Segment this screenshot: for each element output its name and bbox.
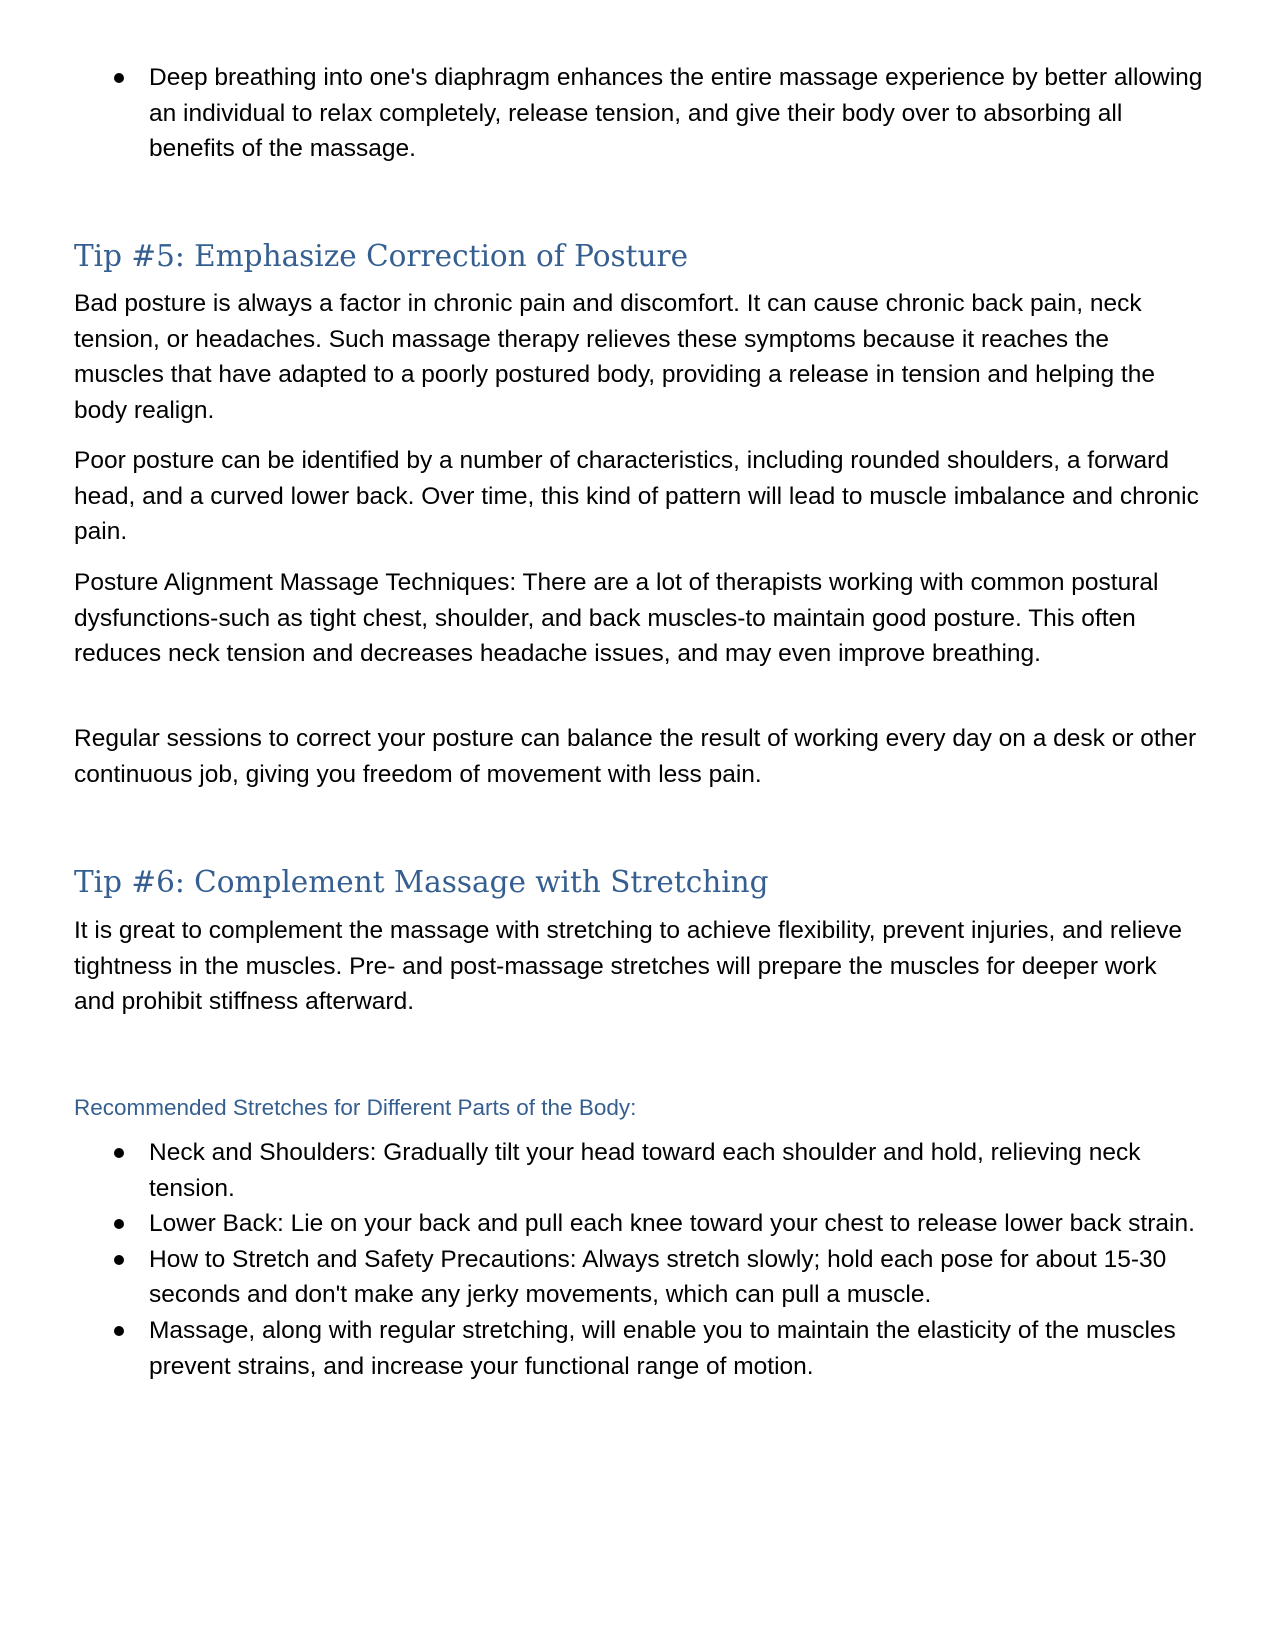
list-item <box>74 60 1214 167</box>
bullet-icon <box>114 1326 124 1336</box>
tip5-paragraph-3: Posture Alignment Massage Techniques: There are a lot of therapists working with common postural dysfunctions-such as tight chest, shoulder, and back muscles-to maintain good posture. This often reduces neck tension and decreases headache issues, and may even improve breathing. <box>74 569 1159 668</box>
bullet-text: Massage, along with regular stretching, will enable you to maintain the elasticity of the muscles prevent strains, and increase your functional range of motion. <box>149 1316 1176 1380</box>
bullet-text: Lower Back: Lie on your back and pull each knee toward your chest to release lower back strain. <box>149 1210 1195 1238</box>
tip6-paragraph-1: It is great to complement the massage with stretching to achieve flexibility, prevent injuries, and relieve tightness in the muscles. Pre- and post-massage stretches will prepare the muscles for deeper work and prohibit stiffness afterward. <box>74 917 1183 1016</box>
bullet-text: Deep breathing into one's diaphragm enhances the entire massage experience by better allowing an individual to relax completely, release tension, and give their body over to absorbing all benefits of the massage. <box>149 64 1203 163</box>
bullet-icon <box>114 1148 124 1158</box>
stretches-subheading: Recommended Stretches for Different Parts of the Body: <box>74 1095 637 1120</box>
bullet-text: Neck and Shoulders: Gradually tilt your head toward each shoulder and hold, relieving neck tension. <box>149 1139 1141 1202</box>
tip5-paragraph-2: Poor posture can be identified by a number of characteristics, including rounded shoulders, a forward head, and a curved lower back. Over time, this kind of pattern will lead to muscle imbalance and chronic pain. <box>74 447 1199 546</box>
tip5-paragraph-1: Bad posture is always a factor in chronic pain and discomfort. It can cause chronic back pain, neck tension, or headaches. Such massage therapy relieves these symptoms because it reaches the muscles that have adapted to a poorly postured body, providing a release in tension and helping the body realign. <box>74 290 1155 424</box>
bullet-icon <box>114 1219 124 1229</box>
tip6-heading: Tip #6: Complement Massage with Stretching <box>74 865 769 899</box>
bullet-icon <box>114 73 124 83</box>
intro-bullet-list <box>74 60 1214 167</box>
list-item <box>74 1206 1214 1242</box>
list-item <box>74 1135 1214 1206</box>
stretches-bullet-list <box>74 1135 1214 1384</box>
list-item <box>74 1313 1214 1384</box>
bullet-icon <box>114 1255 124 1265</box>
bullet-text: How to Stretch and Safety Precautions: Always stretch slowly; hold each pose for about 15-30 seconds and don't make any jerky movements, which can pull a muscle. <box>149 1245 1167 1309</box>
list-item <box>74 1242 1214 1313</box>
tip5-heading: Tip #5: Emphasize Correction of Posture <box>74 239 689 273</box>
tip5-paragraph-4: Regular sessions to correct your posture can balance the result of working every day on a desk or other continuous job, giving you freedom of movement with less pain. <box>74 725 1197 788</box>
